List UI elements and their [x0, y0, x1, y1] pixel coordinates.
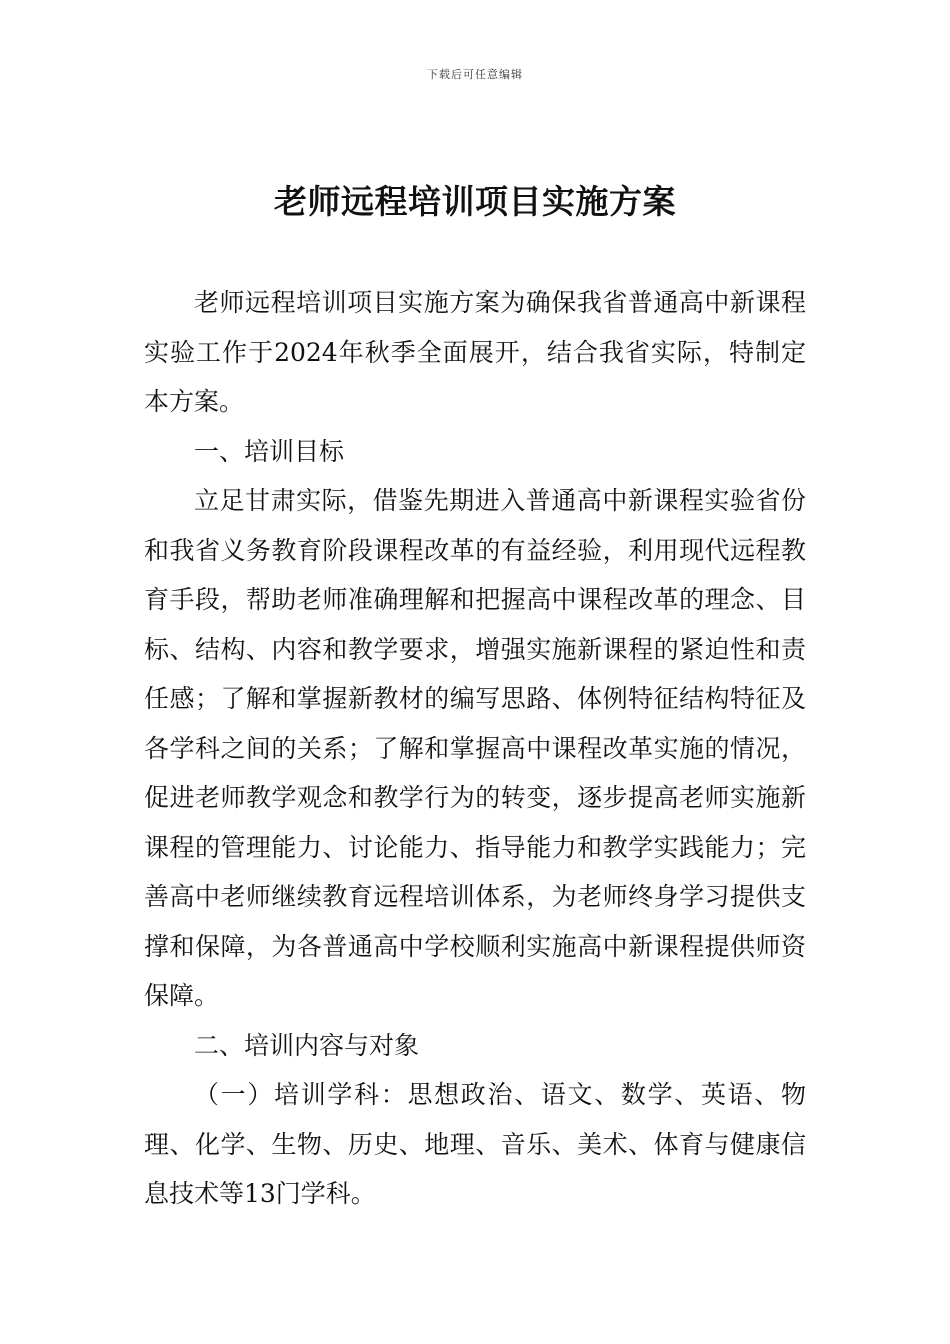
training-subjects-paragraph: （一）培训学科：思想政治、语文、数学、英语、物理、化学、生物、历史、地理、音乐、美术、体育与健康信息技术等13门学科。	[144, 1080, 806, 1208]
document-title: 老师远程培训项目实施方案	[274, 182, 676, 221]
intro-paragraph: 老师远程培训项目实施方案为确保我省普通高中新课程实验工作于2024年秋季全面展开，结合我省实际，特制定本方案。	[144, 288, 806, 416]
section-heading-training-goals: 一、培训目标	[194, 436, 345, 466]
header-note: 下载后可任意编辑	[427, 68, 523, 81]
section-heading-content-and-targets: 二、培训内容与对象	[194, 1030, 420, 1060]
document-body	[144, 278, 806, 1219]
training-goals-paragraph: 立足甘肃实际，借鉴先期进入普通高中新课程实验省份和我省义务教育阶段课程改革的有益经验，利用现代远程教育手段，帮助老师准确理解和把握高中课程改革的理念、目标、结构、内容和教学要求，增强实施新课程的紧迫性和责任感；了解和掌握新教材的编写思路、体例特征结构特征及各学科之间的关系；了解和掌握高中课程改革实施的情况，促进老师教学观念和教学行为的转变，逐步提高老师实施新课程的管理能力、讨论能力、指导能力和教学实践能力；完善高中老师继续教育远程培训体系，为老师终身学习提供支撑和保障，为各普通高中学校顺利实施高中新课程提供师资保障。	[144, 486, 806, 1010]
